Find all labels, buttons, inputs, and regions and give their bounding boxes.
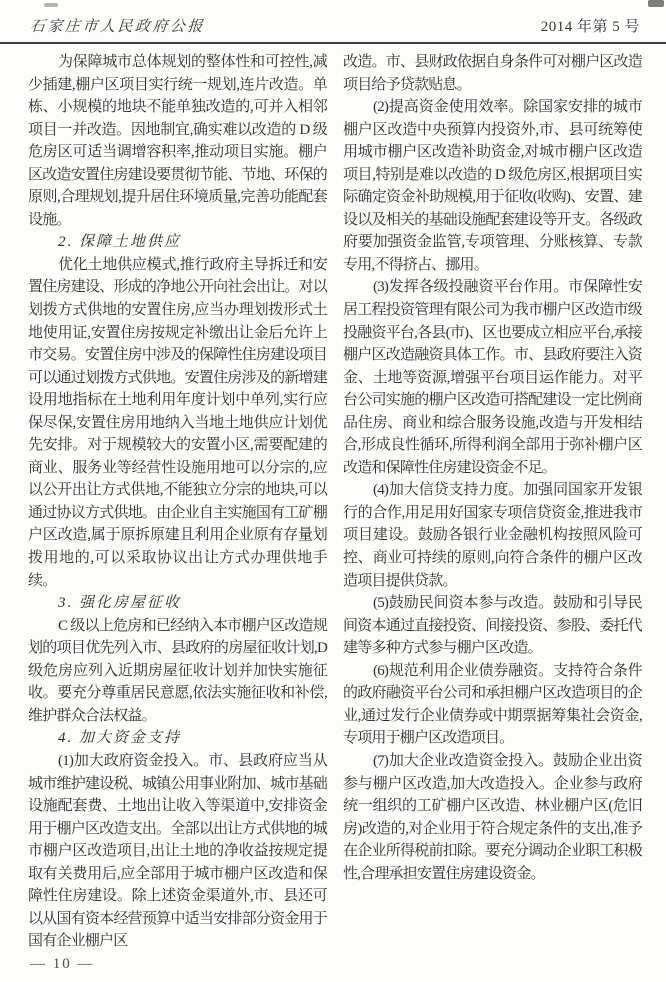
text-columns [28, 51, 642, 957]
paragraph-planning-intro: 为保障城市总体规划的整体性和可控性,减少插建,棚户区项目实行统一规划,连片改造。单栋、小规模的地块不能单独改造的,可并入相邻项目一并改造。因地制宜,确实难以改造的 D 级危房区可适当调增容积率,推动项目实施。棚户区改造安置住房建设要贯彻节能、节地、环保的原则,合理规划,提升居住环境质量,完善功能配套设施。 [28, 54, 327, 228]
paragraph-land-supply: 优化土地供应模式,推行政府主导拆迁和安置住房建设、形成的净地公开向社会出让。对以划拨方式供地的安置住房,应当办理划拨形式土地使用证,安置住房按规定补缴出让金后允许上市交易。安置住房中涉及的保障性住房建设项目可以通过划拨方式供地。安置住房涉及的新增建设用地指标在土地利用年度计划中单列,实行应保尽保,安置住房用地纳入当地土地供应计划优先安排。对于规模较大的安置小区,需要配建的商业、服务业等经营性设施用地可以分宗的,应以公开出让方式供地,不能独立分宗的地块,可以通过协议方式供地。由企业自主实施国有工矿棚户区改造,属于原拆原建且利用企业原有存量划拨用地的,可以采取协议出让方式办理供地手续。 [28, 256, 327, 589]
scan-artifact [44, 3, 58, 7]
page-number: — 10 — [30, 956, 95, 972]
section-heading-land-supply: 2. 保障土地供应 [58, 234, 182, 251]
paragraph-enterprise-funding: (7)加大企业改造资金投入。鼓励企业出资参与棚户区改造,加大改造投入。企业参与政府统一组织的工矿棚户区改造、林业棚户区(危旧房)改造的,对企业用于符合规定条件的支出,准予在企业所得税前扣除。要充分调动企业职工积极性,合理承担安置住房建设资金。 [343, 752, 642, 882]
section-heading-house-expropriation: 3. 强化房屋征收 [58, 595, 182, 612]
section-heading-funding-support: 4. 加大资金支持 [58, 730, 182, 747]
header-rule [0, 42, 666, 44]
paragraph-government-funding-continued: 改造。市、县财政依据自身条件可对棚户区改造项目给予贷款贴息。 [343, 54, 642, 93]
journal-title: 石家庄市人民政府公报 [29, 19, 206, 35]
paragraph-government-funding: (1)加大政府资金投入。市、县政府应当从城市维护建设税、城镇公用事业附加、城市基础设施配套费、土地出让收入等渠道中,安排资金用于棚户区改造支出。全部以出让方式供地的城市棚户区改造项目,出让土地的净收益按规定提取有关费用后,应全部用于城市棚户区改造和保障性住房建设。除上述资金渠道外,市、县还可以从国有资本经营预算中适当安排部分资金用于国有企业棚户区 [28, 752, 327, 950]
paragraph-fund-efficiency: (2)提高资金使用效率。除国家安排的城市棚户区改造中央预算内投资外,市、县可统筹使用城市棚户区改造补助资金,对城市棚户区改造项目,特别是难以改造的 D 级危房区,根据项目实际确定资金补助规模,用于征收(收购)、安置、建设以及相关的基础设施配套建设等开支。各级政府要加强资金监管,专项管理、分账核算、专款专用,不得挤占、挪用。 [343, 99, 642, 273]
right-column [343, 51, 642, 957]
page-header [30, 15, 640, 36]
paragraph-private-capital: (5)鼓励民间资本参与改造。鼓励和引导民间资本通过直接投资、间接投资、参股、委托代建等多种方式参与棚户区改造。 [343, 595, 642, 657]
scan-artifact [648, 0, 664, 7]
paragraph-corporate-bonds: (6)规范利用企业债券融资。支持符合条件的政府融资平台公司和承担棚户区改造项目的企业,通过发行企业债券或中期票据筹集社会资金,专项用于棚户区改造项目。 [343, 662, 642, 747]
left-column [28, 51, 327, 957]
issue-number: 2014 年第 5 号 [540, 19, 640, 35]
paragraph-credit-support: (4)加大信贷支持力度。加强同国家开发银行的合作,用足用好国家专项信贷资金,推进我市项目建设。鼓励各银行业金融机构按照风险可控、商业可持续的原则,向符合条件的棚户区改造项目提供贷款。 [343, 482, 642, 589]
paragraph-financing-platform: (3)发挥各级投融资平台作用。市保障性安居工程投资管理有限公司为我市棚户区改造市级投融资平台,各县(市)、区也要成立相应平台,承接棚户区改造融资具体工作。市、县政府要注入资金、土地等资源,增强平台项目运作能力。对平台公司实施的棚户区改造可搭配建设一定比例商品住房、商业和综合服务设施,改造与开发相结合,形成良性循环,所得利润全部用于弥补棚户区改造和保障性住房建设资金不足。 [343, 279, 642, 476]
paragraph-house-expropriation: C 级以上危房和已经纳入本市棚户区改造规划的项目优先列入市、县政府的房屋征收计划,D 级危房应列入近期房屋征收计划并加快实施征收。要充分尊重居民意愿,依法实施征收和补偿,维护群众合法权益。 [28, 617, 327, 724]
